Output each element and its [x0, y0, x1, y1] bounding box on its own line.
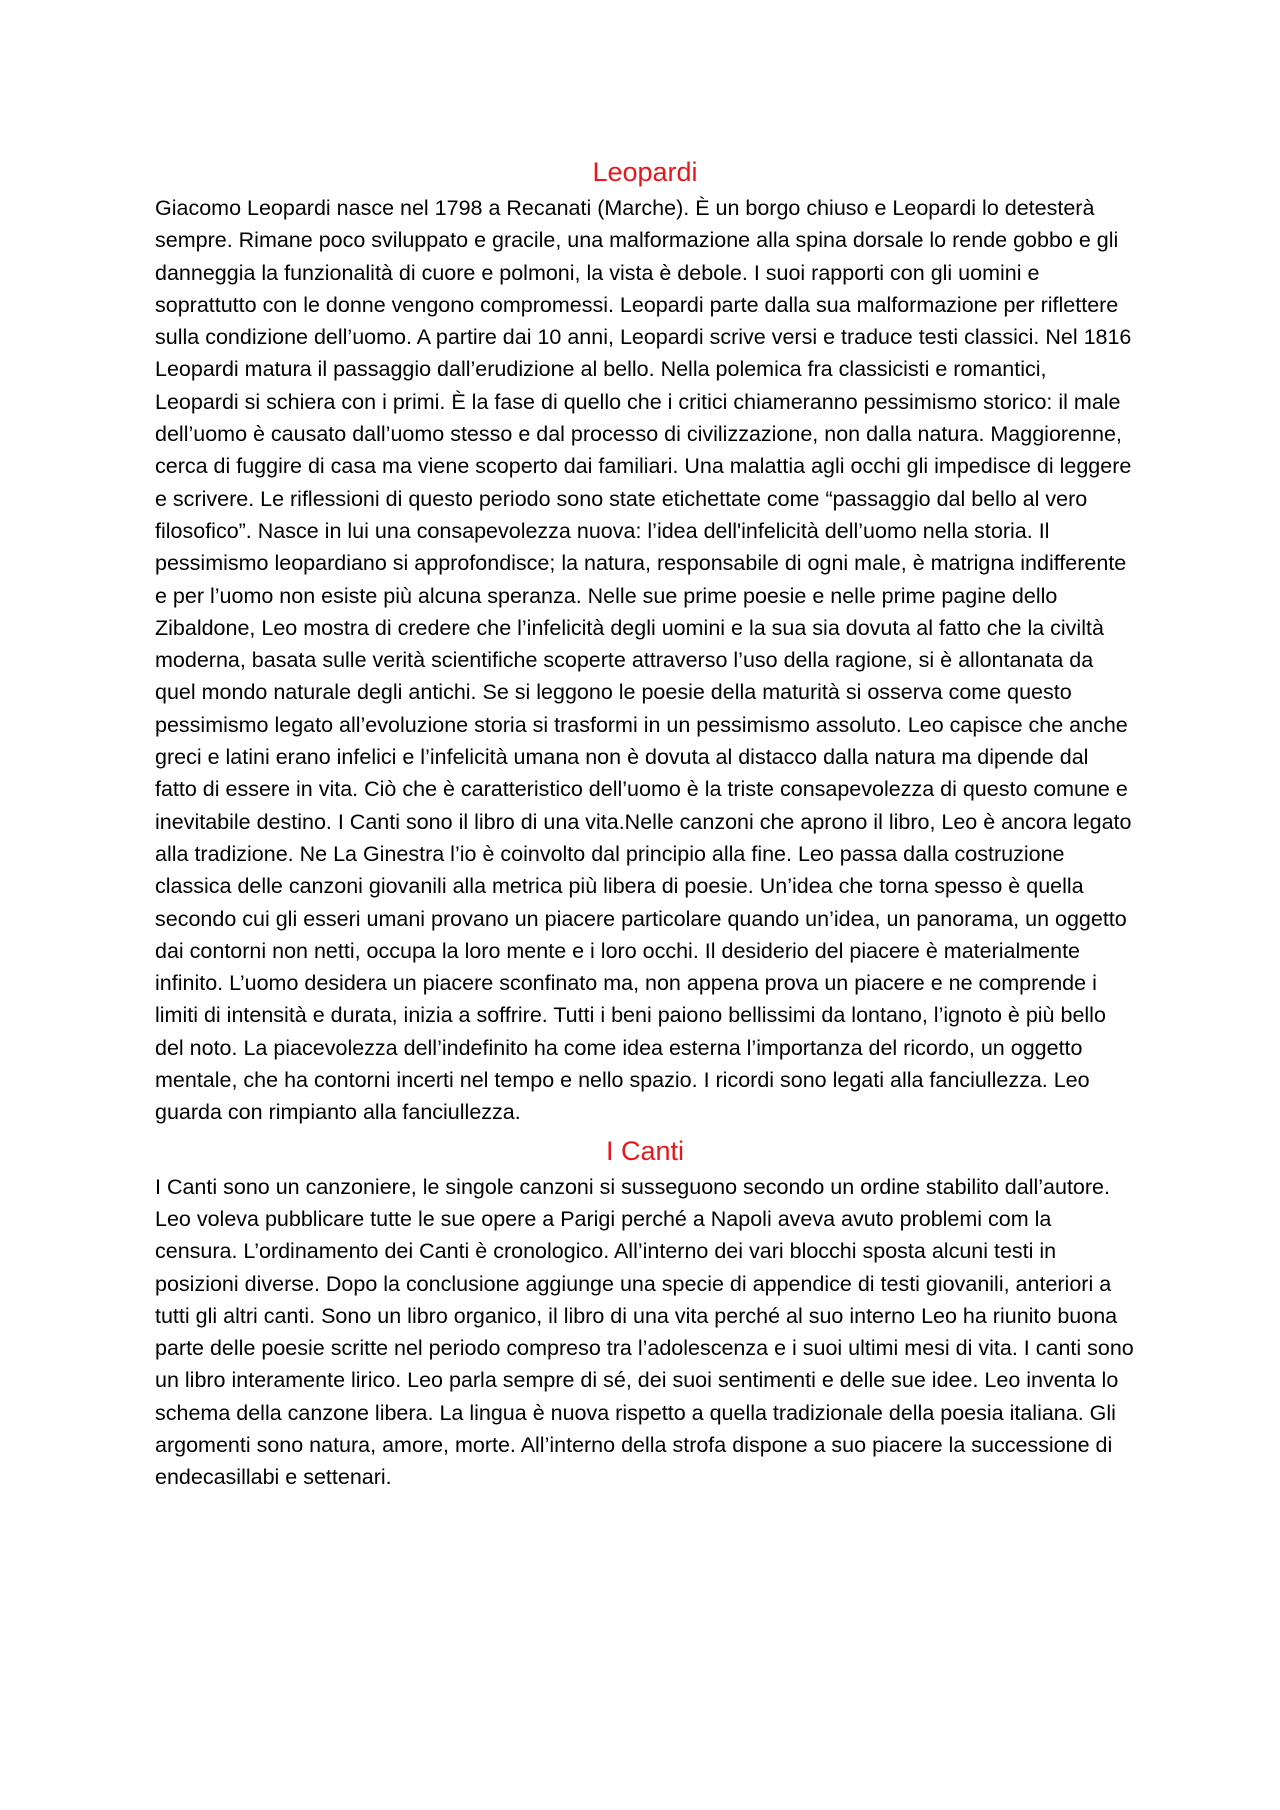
section-body-i-canti: I Canti sono un canzoniere, le singole canzoni si susseguono secondo un ordine stabilito dall’autore. Leo voleva pubblicare tutte le sue opere a Parigi perché a Napoli aveva avuto problemi com la censura. L’ordinamento dei Canti è cronologico. All’interno dei vari blocchi sposta alcuni testi in posizioni diverse. Dopo la conclusione aggiunge una specie di appendice di testi giovanili, anteriori a tutti gli altri canti. Sono un libro organico, il libro di una vita perché al suo interno Leo ha riunito buona parte delle poesie scritte nel periodo compreso tra l’adolescenza e i suoi ultimi mesi di vita. I canti sono un libro interamente lirico. Leo parla sempre di sé, dei suoi sentimenti e delle sue idee. Leo inventa lo schema della canzone libera. La lingua è nuova rispetto a quella tradizionale della poesia italiana. Gli argomenti sono natura, amore, morte. All’interno della strofa dispone a suo piacere la successione di endecasillabi e settenari. — [155, 1174, 1134, 1490]
section-title-leopardi: Leopardi — [592, 157, 698, 187]
section-body-leopardi: Giacomo Leopardi nasce nel 1798 a Recanati (Marche). È un borgo chiuso e Leopardi lo detesterà sempre. Rimane poco sviluppato e gracile, una malformazione alla spina dorsale lo rende gobbo e gli danneggia la funzionalità di cuore e polmoni, la vista è debole. I suoi rapporti con gli uomini e soprattutto con le donne vengono compromessi. Leopardi parte dalla sua malformazione per riflettere sulla condizione dell’uomo. A partire dai 10 anni, Leopardi scrive versi e traduce testi classici. Nel 1816 Leopardi matura il passaggio dall’erudizione al bello. Nella polemica fra classicisti e romantici, Leopardi si schiera con i primi. È la fase di quello che i critici chiameranno pessimismo storico: il male dell’uomo è causato dall’uomo stesso e dal processo di civilizzazione, non dalla natura. Maggiorenne, cerca di fuggire di casa ma viene scoperto dai familiari. Una malattia agli occhi gli impedisce di leggere e scrivere. Le riflessioni di questo periodo sono state etichettate come “passaggio dal bello al vero filosofico”. Nasce in lui una consapevolezza nuova: l’idea dell'infelicità dell’uomo nella storia. Il pessimismo leopardiano si approfondisce; la natura, responsabile di ogni male, è matrigna indifferente e per l’uomo non esiste più alcuna speranza. Nelle sue prime poesie e nelle prime pagine dello Zibaldone, Leo mostra di credere che l’infelicità degli uomini e la sua sia dovuta al fatto che la civiltà moderna, basata sulle verità scientifiche scoperte attraverso l’uso della ragione, si è allontanata da quel mondo naturale degli antichi. Se si leggono le poesie della maturità si osserva come questo pessimismo legato all’evoluzione storia si trasformi in un pessimismo assoluto. Leo capisce che anche greci e latini erano infelici e l’infelicità umana non è dovuta al distacco dalla natura ma dipende dal fatto di essere in vita. Ciò che è caratteristico dell’uomo è la triste consapevolezza di questo comune e inevitabile destino. I Canti sono il libro di una vita.Nelle canzoni che aprono il libro, Leo è ancora legato alla tradizione. Ne La Ginestra l’io è coinvolto dal principio alla fine. Leo passa dalla costruzione classica delle canzoni giovanili alla metrica più libera di poesie. Un’idea che torna spesso è quella secondo cui gli esseri umani provano un piacere particolare quando un’idea, un panorama, un oggetto dai contorni non netti, occupa la loro mente e i loro occhi. Il desiderio del piacere è materialmente infinito. L’uomo desidera un piacere sconfinato ma, non appena prova un piacere e ne comprende i limiti di intensità e durata, inizia a soffrire. Tutti i beni paiono bellissimi da lontano, l’ignoto è più bello del noto. La piacevolezza dell’indefinito ha come idea esterna l’importanza del ricordo, un oggetto mentale, che ha contorni incerti nel tempo e nello spazio. I ricordi sono legati alla fanciullezza. Leo guarda con rimpianto alla fanciullezza. — [155, 196, 1132, 1125]
document-page — [155, 152, 1135, 1494]
section-title-i-canti: I Canti — [605, 1135, 685, 1166]
